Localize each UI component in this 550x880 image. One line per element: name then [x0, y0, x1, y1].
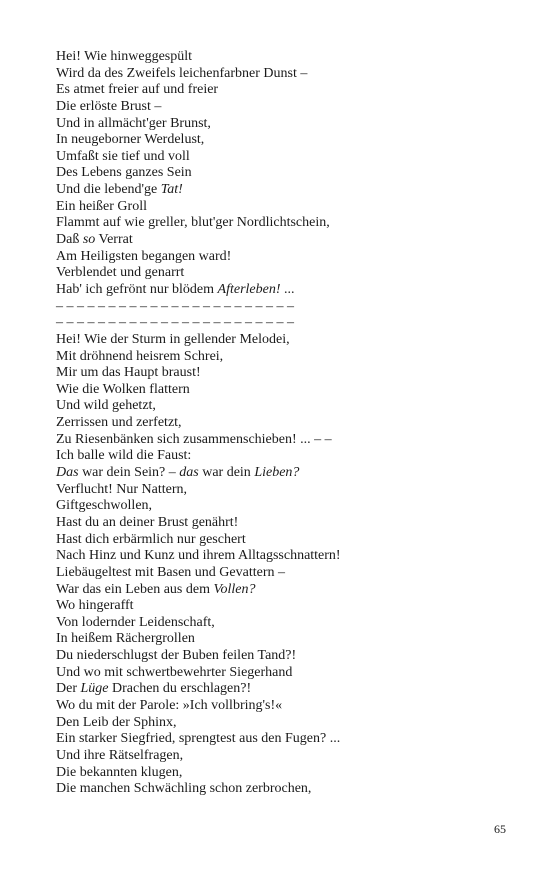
poem-line: [56, 598, 526, 615]
line-text: Und wild gehetzt,: [56, 398, 156, 414]
emphasized-text: Lieben?: [254, 465, 300, 481]
line-text: Die erlöste Brust –: [56, 98, 162, 114]
line-text: Der: [56, 681, 81, 697]
poem-line: [56, 82, 526, 99]
poem-line: [56, 448, 526, 465]
poem-line: [56, 731, 526, 748]
line-text: Ich balle wild die Faust:: [56, 448, 192, 464]
poem-line: [56, 99, 526, 116]
poem-line: [56, 116, 526, 133]
poem-line: [56, 498, 526, 515]
line-text: Mir um das Haupt braust!: [56, 365, 201, 381]
poem-line: [56, 265, 526, 282]
line-text: – – – – – – – – – – – – – – – – – – – – – – –: [56, 315, 294, 331]
line-text: Du niederschlugst der Buben feilen Tand?!: [56, 648, 297, 664]
emphasized-text: Afterleben!: [217, 281, 281, 297]
line-text: Und in allmächt'ger Brunst,: [56, 115, 211, 131]
line-text: Wo hingerafft: [56, 598, 134, 614]
poem-line: [56, 715, 526, 732]
line-text: Drachen du erschlagen?!: [108, 681, 252, 697]
poem-line: [56, 365, 526, 382]
poem-line: [56, 698, 526, 715]
poem-line: [56, 582, 526, 599]
line-text: Giftgeschwollen,: [56, 498, 153, 514]
emphasized-text: Das: [56, 465, 79, 481]
line-text: Von lodernder Leidenschaft,: [56, 614, 215, 630]
line-text: war dein: [198, 465, 255, 481]
poem-line: [56, 548, 526, 565]
line-text: Hab' ich gefrönt nur blödem: [56, 281, 218, 297]
poem-line: [56, 299, 526, 316]
line-text: In neugeborner Werdelust,: [56, 132, 205, 148]
poem-line: [56, 149, 526, 166]
poem-line: [56, 382, 526, 399]
poem-line: [56, 282, 526, 299]
line-text: Wird da des Zweifels leichenfarbner Dunst –: [56, 65, 308, 81]
line-text: Hast dich erbärmlich nur geschert: [56, 531, 246, 547]
line-text: Und die lebend'ge: [56, 182, 161, 198]
poem-line: [56, 765, 526, 782]
line-text: Den Leib der Sphinx,: [56, 714, 177, 730]
line-text: Wo du mit der Parole: »Ich vollbring's!«: [56, 697, 283, 713]
page-number: 65: [494, 822, 506, 836]
poem-line: [56, 748, 526, 765]
emphasized-text: Lüge: [80, 681, 109, 697]
line-text: Verrat: [95, 232, 133, 248]
line-text: Flammt auf wie greller, blut'ger Nordlichtschein,: [56, 215, 330, 231]
line-text: Hei! Wie der Sturm in gellender Melodei,: [56, 331, 290, 347]
line-text: Liebäugeltest mit Basen und Gevattern –: [56, 564, 285, 580]
poem-line: [56, 398, 526, 415]
poem-line: [56, 532, 526, 549]
line-text: Umfaßt sie tief und voll: [56, 148, 190, 164]
poem-line: [56, 49, 526, 66]
line-text: Verflucht! Nur Nattern,: [56, 481, 188, 497]
poem-line: [56, 232, 526, 249]
line-text: Zerrissen und zerfetzt,: [56, 415, 182, 431]
line-text: Die manchen Schwächling schon zerbrochen,: [56, 781, 312, 797]
poem-line: [56, 415, 526, 432]
line-text: Am Heiligsten begangen ward!: [56, 248, 232, 264]
poem-line: [56, 432, 526, 449]
poem-line: [56, 565, 526, 582]
poem-line: [56, 66, 526, 83]
poem-line: [56, 648, 526, 665]
line-text: war dein Sein? –: [78, 465, 180, 481]
poem-line: [56, 781, 526, 798]
poem-line: [56, 615, 526, 632]
line-text: Wie die Wolken flattern: [56, 381, 190, 397]
line-text: Des Lebens ganzes Sein: [56, 165, 192, 181]
line-text: Es atmet freier auf und freier: [56, 82, 219, 98]
line-text: Mit dröhnend heisrem Schrei,: [56, 348, 224, 364]
emphasized-text: Tat!: [160, 182, 183, 198]
line-text: Ein starker Siegfried, sprengtest aus den Fugen? ...: [56, 731, 341, 747]
line-text: Ein heißer Groll: [56, 198, 147, 214]
line-text: Verblendet und genarrt: [56, 265, 185, 281]
poem-line: [56, 165, 526, 182]
poem-line: [56, 215, 526, 232]
emphasized-text: so: [82, 232, 96, 248]
poem-line: [56, 681, 526, 698]
line-text: War das ein Leben aus dem: [56, 581, 214, 597]
line-text: – – – – – – – – – – – – – – – – – – – – – – –: [56, 298, 294, 314]
poem-line: [56, 132, 526, 149]
poem-line: [56, 199, 526, 216]
line-text: Zu Riesenbänken sich zusammenschieben! ... – –: [56, 431, 332, 447]
line-text: In heißem Rächergrollen: [56, 631, 195, 647]
poem-line: [56, 631, 526, 648]
poem-text: [56, 49, 526, 798]
line-text: Hei! Wie hinweggespült: [56, 49, 193, 64]
poem-line: [56, 182, 526, 199]
line-text: Die bekannten klugen,: [56, 764, 183, 780]
poem-line: [56, 465, 526, 482]
poem-line: [56, 482, 526, 499]
poem-line: [56, 332, 526, 349]
poem-line: [56, 515, 526, 532]
line-text: Hast du an deiner Brust genährt!: [56, 514, 239, 530]
poem-line: [56, 349, 526, 366]
emphasized-text: Vollen?: [213, 581, 256, 597]
line-text: Nach Hinz und Kunz und ihrem Alltagsschnattern!: [56, 548, 341, 564]
poem-line: [56, 665, 526, 682]
line-text: ...: [280, 281, 295, 297]
line-text: Und ihre Rätselfragen,: [56, 747, 184, 763]
line-text: Daß: [56, 232, 83, 248]
emphasized-text: das: [179, 465, 199, 481]
line-text: Und wo mit schwertbewehrter Siegerhand: [56, 664, 293, 680]
poem-line: [56, 315, 526, 332]
poem-line: [56, 249, 526, 266]
